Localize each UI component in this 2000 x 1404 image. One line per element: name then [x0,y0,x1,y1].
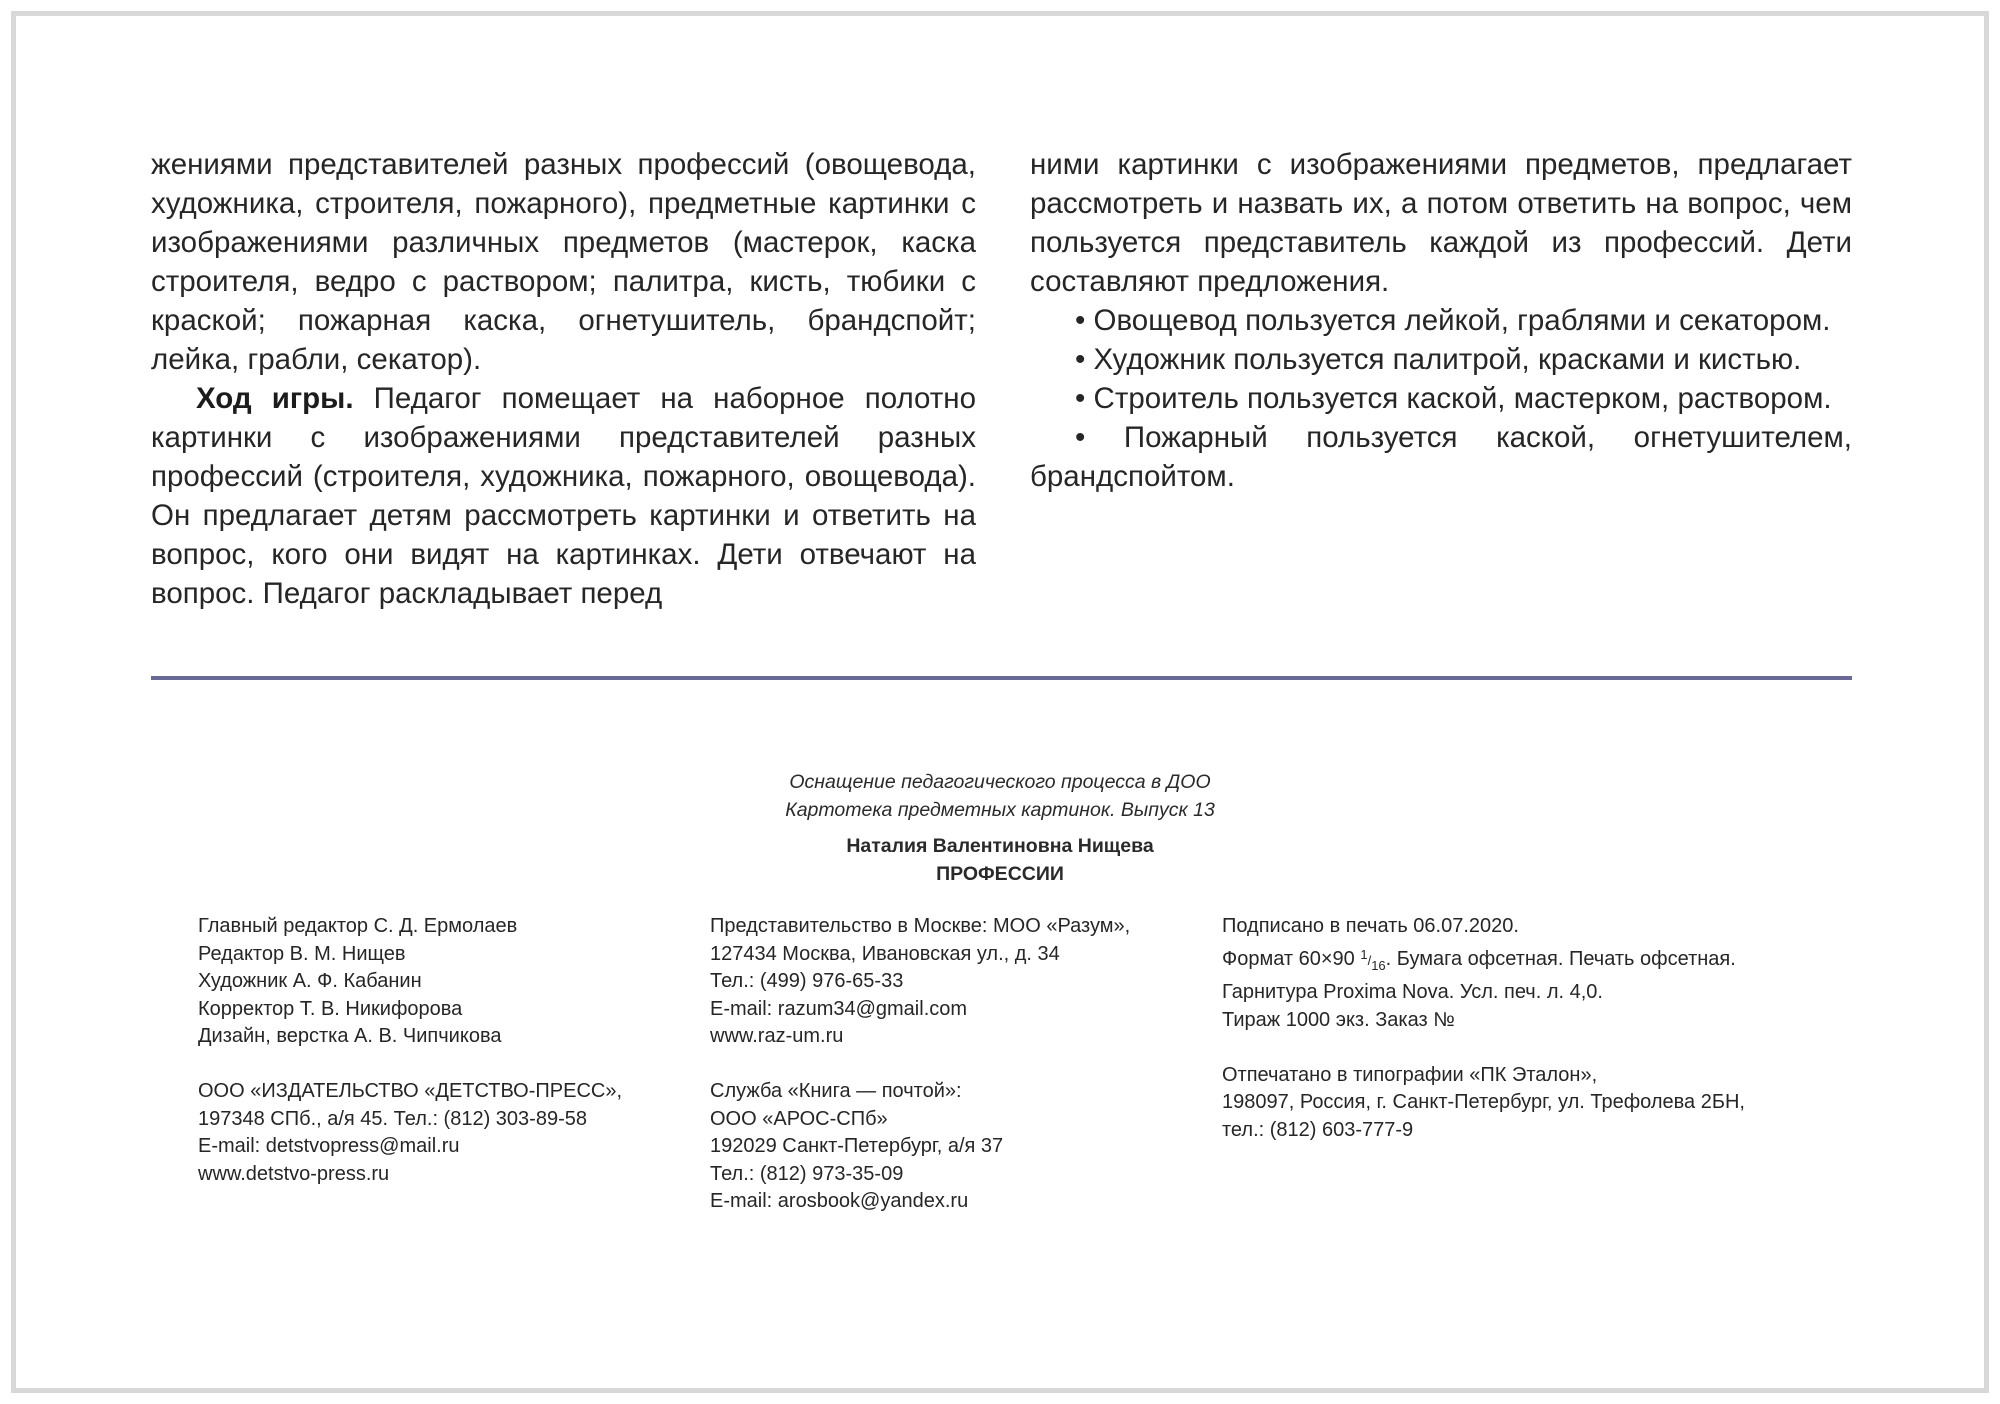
bullet-item: • Овощевод пользуется лейкой, граблями и секатором. [1075,304,1831,337]
left-column [151,145,976,613]
bullet-item: • Пожарный пользуется каской, огнетушителем, брандспойтом. [1030,421,1852,493]
moscow-email: E-mail: razum34@gmail.com [710,997,968,1020]
format-prefix: Формат 60×90 [1222,947,1361,970]
series-line: Оснащение педагогического процесса в ДОО [789,771,1211,793]
author-block [0,832,2000,888]
mail-service-line: Тел.: (812) 973-35-09 [710,1162,904,1185]
moscow-line: 127434 Москва, Ивановская ул., д. 34 [710,942,1060,965]
left-paragraph-2 [151,379,976,613]
series-block [0,768,2000,824]
moscow-line: Представительство в Москве: МОО «Разум», [710,915,1131,937]
staff-line: Главный редактор С. Д. Ермолаев [198,915,518,937]
format-suffix: . Бумага офсетная. Печать офсетная. [1385,947,1736,970]
book-title: ПРОФЕССИИ [936,863,1064,885]
typeface-line: Гарнитура Proxima Nova. Усл. печ. л. 4,0. [1222,981,1603,1003]
printer-phone: тел.: (812) 603-777-9 [1222,1118,1414,1141]
fraction-numerator: 1 [1360,946,1368,962]
series-line: Картотека предметных картинок. Выпуск 13 [785,799,1215,821]
format-line [1222,941,1862,980]
signed-date: Подписано в печать 06.07.2020. [1222,915,1519,937]
credits-right [1222,913,1862,1144]
credits-left [198,913,668,1188]
mail-service-line: 192029 Санкт-Петербург, а/я 37 [710,1135,1004,1157]
format-fraction: 1/16 [1360,946,1386,973]
publisher-website: www.detstvo-press.ru [198,1162,390,1185]
left-paragraph-1: жениями представителей разных профессий (овощевода, художника, строителя, пожарного), предметные картинки с изображениями различных предметов (мастерок, каска строителя, ведро с раствором; палитра, кисть, тюбики с краской; пожарная каска, огнетушитель, брандспойт; лейка, грабли, секатор). [151,148,976,376]
moscow-line: Тел.: (499) 976-65-33 [710,970,904,992]
mail-service-email: E-mail: arosbook@yandex.ru [710,1190,969,1212]
credits-middle [710,913,1190,1216]
section-divider [151,676,1852,680]
publisher-line: ООО «ИЗДАТЕЛЬСТВО «ДЕТСТВО-ПРЕСС», [198,1080,623,1102]
bullet-item: • Художник пользуется палитрой, красками и кистью. [1075,343,1802,376]
printer-line: 198097, Россия, г. Санкт-Петербург, ул. Трефолева 2БН, [1222,1091,1745,1113]
fraction-denominator: 16 [1371,957,1386,973]
staff-line: Художник А. Ф. Кабанин [198,970,422,992]
staff-line: Редактор В. М. Нищев [198,942,406,965]
right-paragraph-1: ними картинки с изображениями предметов, предлагает рассмотреть и назвать их, а потом ответить на вопрос, чем пользуется представитель каждой из профессий. Дети составляют предложения. [1030,148,1852,298]
moscow-website: www.raz-um.ru [710,1025,844,1047]
author-name: Наталия Валентиновна Нищева [846,835,1154,857]
mail-service-line: Служба «Книга — почтой»: [710,1080,962,1102]
staff-line: Дизайн, верстка А. В. Чипчикова [198,1025,502,1047]
print-run-line: Тираж 1000 экз. Заказ № [1222,1008,1455,1031]
game-description: Педагог помещает на наборное полотно картинки с изображениями представителей разных профессий (строителя, художника, пожарного, овощевода). Он предлагает детям рассмотреть картинки и ответить на вопрос, кого они видят на картинках. Дети отвечают на вопрос. Педагог раскладывает перед [151,382,976,610]
publisher-line: 197348 СПб., а/я 45. Тел.: (812) 303-89-58 [198,1107,587,1130]
staff-line: Корректор Т. В. Никифорова [198,997,463,1020]
printer-line: Отпечатано в типографии «ПК Эталон», [1222,1063,1598,1086]
game-heading: Ход игры. [196,382,354,415]
right-column [1030,145,1852,496]
mail-service-line: ООО «АРОС-СПб» [710,1107,888,1130]
bullet-item: • Строитель пользуется каской, мастерком, раствором. [1075,382,1832,415]
publisher-email: E-mail: detstvopress@mail.ru [198,1135,460,1157]
